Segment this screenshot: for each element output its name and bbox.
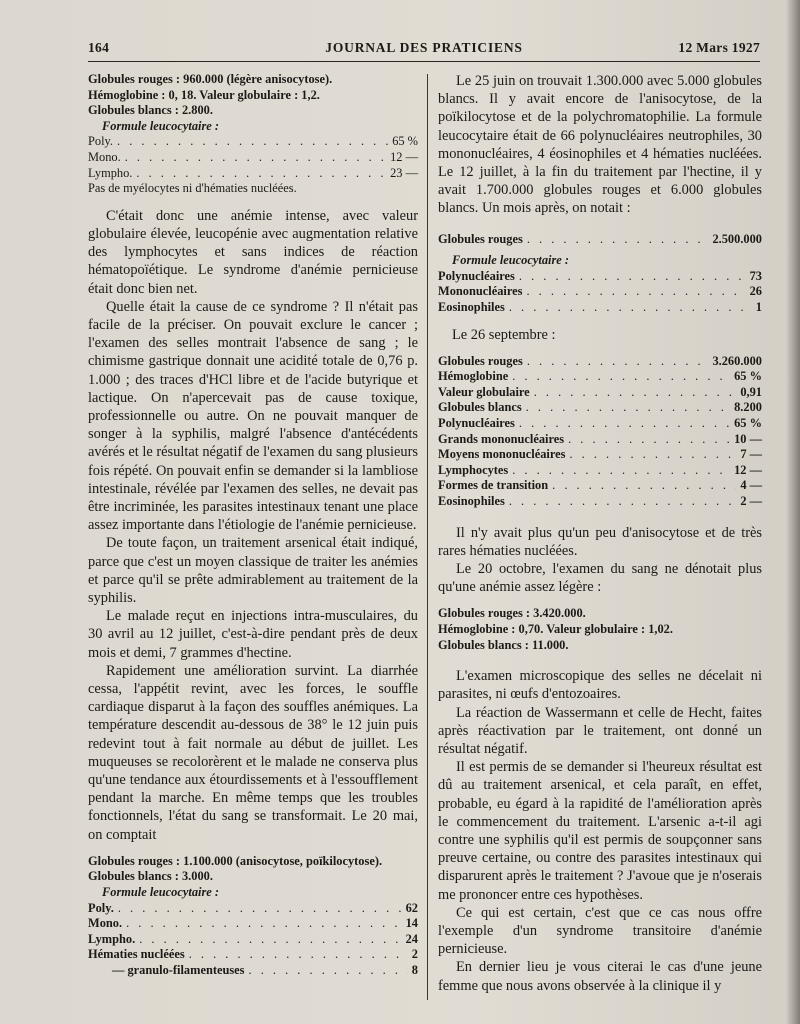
formula-row: Valeur globulaire . . . 0,91 — [438, 385, 762, 401]
blood-count-note: Pas de myélocytes ni d'hématies nucléées. — [88, 181, 297, 196]
formula-heading: Formule leucocytaire : — [452, 253, 570, 268]
page-number: 164 — [88, 40, 110, 55]
body-paragraph: C'était donc une anémie intense, avec valeur globulaire élevée, leucopénie avec augmentation relative des lymphocytes et sans indices de réaction hématopoïétique. Le syndrome d'anémie pernicieuse était donc bien net. — [88, 207, 418, 297]
formula-row: Polynucléaires . . . 73 — [438, 269, 762, 285]
body-paragraph: Rapidement une amélioration survint. La diarrhée cessa, l'appétit revint, avec les forces, le souffle cardiaque disparut à la façon des souffles anémiques. La température descendit au-dessous de 38° le 12 juin puis redevint tout à fait normale au début de juillet. Les muqueuses se recolorèrent et le malade ne conserva plus qu'une tendance aux étourdissements et à l'essoufflement pendant la marche. En même temps que les troubles fonctionnels, l'état du sang se transformait. Le 20 mai, on comptait — [88, 662, 418, 843]
formula-row: — granulo-filamenteuses . . . 8 — [88, 963, 418, 979]
running-header — [88, 36, 760, 58]
formula-row: Globules blancs . . . 8.200 — [438, 400, 762, 416]
column-divider — [427, 74, 428, 1000]
body-paragraph: Le 20 octobre, l'examen du sang ne dénotait plus qu'une anémie assez légère : — [438, 560, 762, 596]
blood-count-line: Globules blancs : 11.000. — [438, 637, 569, 652]
section-date: Le 26 septembre : — [452, 326, 556, 343]
body-paragraph: Quelle était la cause de ce syndrome ? Il n'était pas facile de la préciser. On pouvait exclure le cancer ; l'examen des selles montrait l'absence de sang ; le chimisme gastrique donnait une acidité totale de 0,76 p. 1.000 ; des traces d'HCl libre et de l'acide butyrique et lactique. On n'apercevait pas de cause toxique, professionnelle ou autre. On ne pouvait manquer de songer à la syphilis, malgré l'absence d'antécédents avérés et le résultat négatif de l'examen du sang plusieurs fois répété. On pouvait enfin se demander si la lambliose intestinale, révélée par l'examen des selles, ne devait pas être incriminée, les parasites intestinaux tenant une place assez importante dans l'étiologie de l'anémie pernicieuse. — [88, 298, 418, 534]
body-paragraph: Il n'y avait plus qu'un peu d'anisocytose et de très rares hématies nucléées. — [438, 524, 762, 559]
formula-row: Hémoglobine . . . 65 % — [438, 369, 762, 385]
left-column — [88, 72, 418, 979]
blood-count-line: Hémoglobine : 0, 18. Valeur globulaire : 1,2. — [88, 87, 320, 102]
blood-count-line: Globules rouges : 960.000 (légère anisocytose). — [88, 72, 333, 86]
formula-heading: Formule leucocytaire : — [102, 885, 220, 900]
journal-title: JOURNAL DES PRATICIENS — [325, 40, 523, 55]
body-paragraph: Ce qui est certain, c'est que ce cas nous offre l'exemple d'un syndrome transitoire d'anémie pernicieuse. — [438, 904, 762, 958]
body-paragraph: Le 25 juin on trouvait 1.300.000 avec 5.000 globules blancs. Il y avait encore de l'anisocytose, de la poïkilocytose et de la polychromatophilie. La formule leucocytaire était de 66 polynucléaires neutrophiles, 30 mononucléaires, 4 éosinophiles et 4 hématies nucléées. Le 12 juillet, à la fin du traitement par l'hectine, il y avait 1.700.000 globules rouges et 6.000 globules blancs. Un mois après, on notait : — [438, 73, 762, 217]
body-paragraph: De toute façon, un traitement arsenical était indiqué, parce que c'est un moyen classique de traiter les anémies et parce qu'il se prête admirablement au traitement de la syphilis. — [88, 535, 418, 607]
formula-row: Eosinophiles . . . 1 — [438, 300, 762, 316]
body-paragraph: La réaction de Wassermann et celle de Hecht, faites après réactivation par le traitement, ont donné un résultat négatif. — [438, 704, 762, 757]
formula-heading: Formule leucocytaire : — [102, 118, 220, 133]
formula-row: Moyens mononucléaires . . . 7 — — [438, 447, 762, 463]
formula-row: Mono. . . . 12 — — [88, 150, 418, 166]
blood-count-line: Globules blancs : 3.000. — [88, 869, 213, 884]
body-paragraph: Le malade reçut en injections intra-musculaires, du 30 avril au 12 juillet, c'est-à-dire pendant près de deux mois et demi, 7 grammes d'hectine. — [88, 608, 418, 661]
blood-count-line: Globules rouges : 1.100.000 (anisocytose, poïkilocytose). — [88, 853, 383, 868]
formula-row: Mononucléaires . . . 26 — [438, 284, 762, 300]
body-paragraph: Il est permis de se demander si l'heureux résultat est dû au traitement arsenical, et cela paraît, en effet, probable, eu égard à la rapidité de l'amélioration après le commencement du traitement. L'arsenic a-t-il agi contre une syphilis qu'il est permis de soupçonner sans preuve certaine, ou contre des parasites intestinaux qui disparurent après le traitement ? J'avoue que je n'oserais me prononcer entre ces hypothèses. — [438, 759, 762, 903]
formula-row: Lymphocytes . . . 12 — — [438, 463, 762, 479]
header-rule — [88, 61, 760, 62]
right-column — [438, 72, 762, 995]
blood-count-line: Globules rouges : 3.420.000. — [438, 606, 586, 621]
formula-row: Lympho. . . . 23 — — [88, 166, 418, 182]
formula-row: Grands mononucléaires . . . 10 — — [438, 432, 762, 448]
formula-row: Eosinophiles . . . 2 — — [438, 494, 762, 510]
blood-count-line: Hémoglobine : 0,70. Valeur globulaire : 1,02. — [438, 621, 673, 636]
issue-date: 12 Mars 1927 — [678, 40, 760, 55]
formula-row: Formes de transition . . . 4 — — [438, 478, 762, 494]
formula-row: Poly. . . . 65 % — [88, 134, 418, 150]
page-edge-shadow — [786, 0, 800, 1024]
formula-row: Lympho. . . . 24 — [88, 932, 418, 948]
body-paragraph: En dernier lieu je vous citerai le cas d'une jeune femme que nous avons observée à la clinique il y — [438, 959, 762, 994]
formula-row: Globules rouges . . . 3.260.000 — [438, 354, 762, 370]
blood-count-line: Globules blancs : 2.800. — [88, 103, 213, 118]
formula-row: Mono. . . . 14 — [88, 916, 418, 932]
formula-row: Hématies nucléées . . . 2 — [88, 947, 418, 963]
formula-row: Poly. . . . 62 — [88, 901, 418, 917]
formula-row: Polynucléaires . . . 65 % — [438, 416, 762, 432]
body-paragraph: L'examen microscopique des selles ne décelait ni parasites, ni œufs d'entozoaires. — [438, 668, 762, 703]
formula-row: Globules rouges . . . 2.500.000 — [438, 232, 762, 248]
